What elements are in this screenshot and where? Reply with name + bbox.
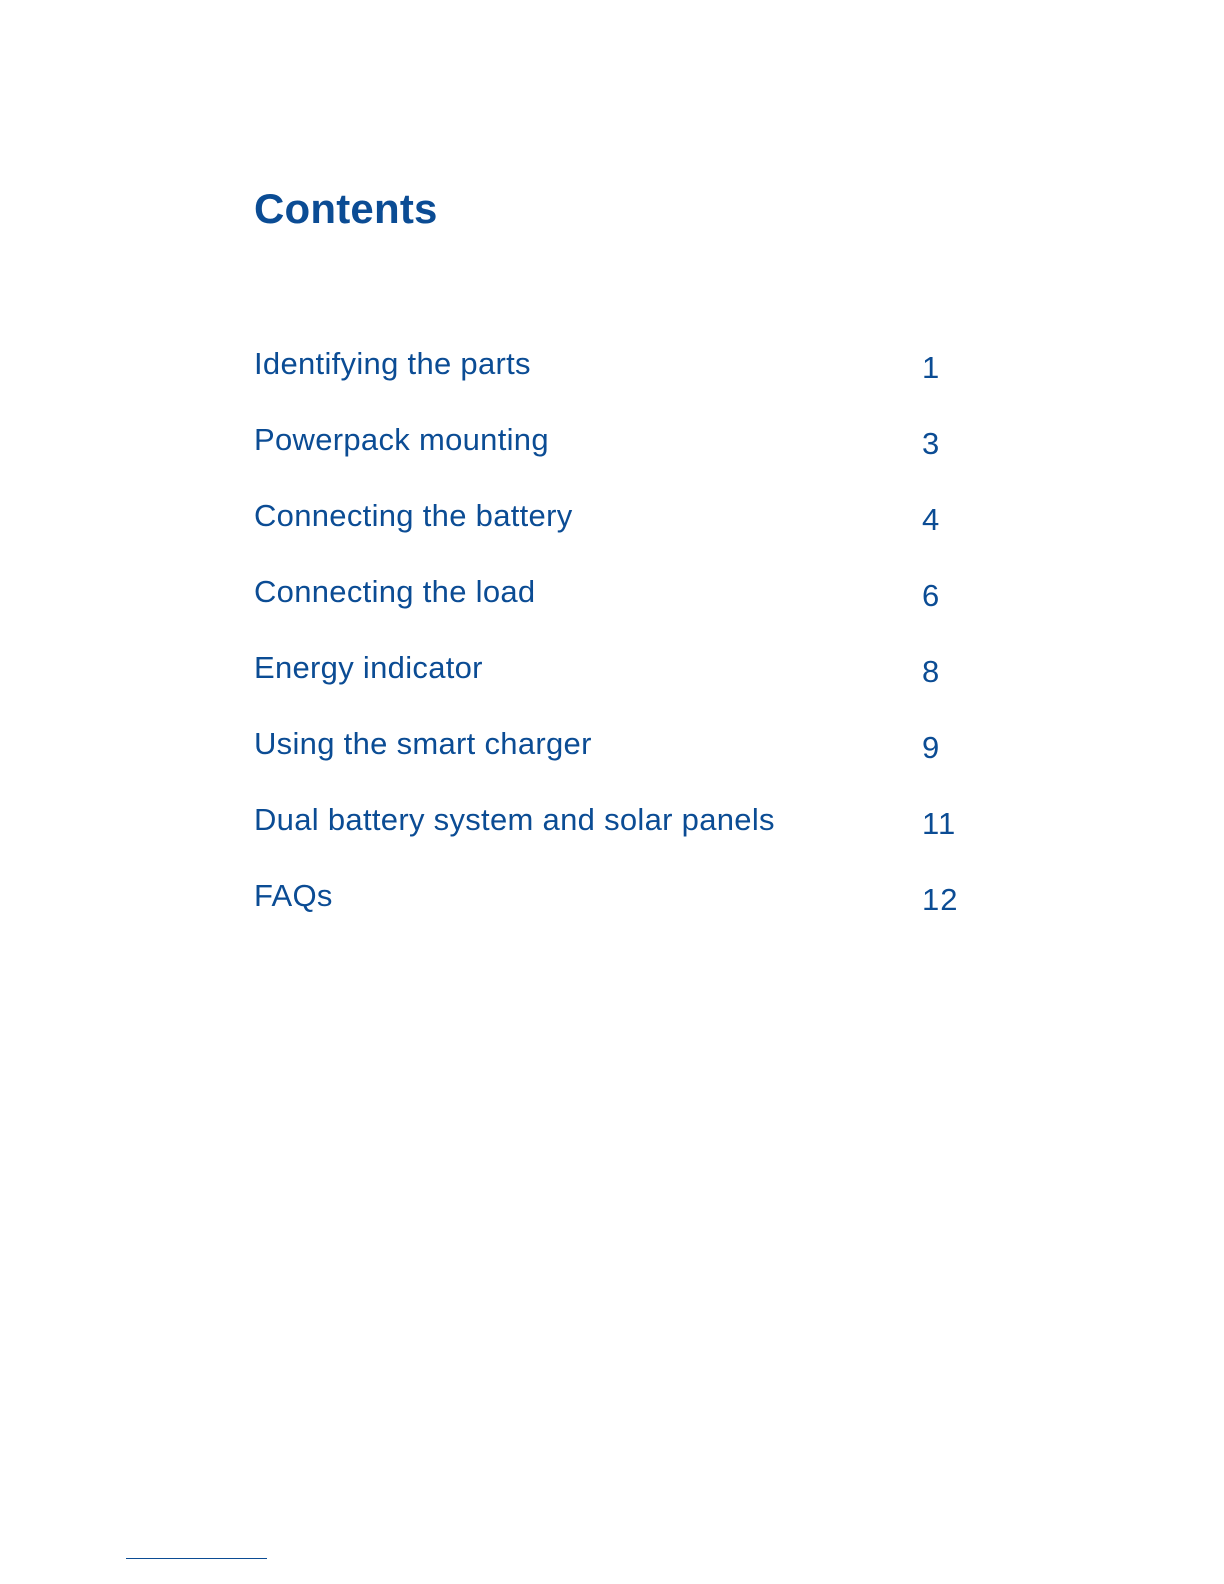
- table-of-contents: [254, 344, 974, 952]
- toc-entry-powerpack-mounting[interactable]: [254, 420, 974, 496]
- page-title: Contents: [254, 185, 438, 232]
- toc-entry-title: Powerpack mounting: [254, 422, 549, 457]
- toc-entry-title: Dual battery system and solar panels: [254, 802, 775, 837]
- toc-entry-page-number: 8: [922, 654, 941, 689]
- toc-entry-connecting-the-battery[interactable]: [254, 496, 974, 572]
- toc-entry-title: Connecting the load: [254, 574, 536, 609]
- toc-entry-title: Using the smart charger: [254, 726, 592, 761]
- toc-entry-identifying-the-parts[interactable]: [254, 344, 974, 420]
- toc-entry-page-number: 12: [922, 882, 959, 917]
- toc-entry-page-number: 6: [922, 578, 941, 613]
- toc-entry-connecting-the-load[interactable]: [254, 572, 974, 648]
- toc-entry-page-number: 4: [922, 502, 941, 537]
- toc-entry-page-number: 1: [922, 350, 941, 385]
- toc-entry-using-the-smart-charger[interactable]: [254, 724, 974, 800]
- toc-entry-page-number: 11: [922, 806, 957, 841]
- toc-entry-title: FAQs: [254, 878, 333, 913]
- toc-entry-title: Connecting the battery: [254, 498, 573, 533]
- toc-entry-page-number: 9: [922, 730, 941, 765]
- toc-entry-title: Identifying the parts: [254, 346, 531, 381]
- footer-rule: [126, 1558, 267, 1559]
- toc-entry-title: Energy indicator: [254, 650, 483, 685]
- toc-entry-dual-battery-system[interactable]: [254, 800, 974, 876]
- toc-entry-energy-indicator[interactable]: [254, 648, 974, 724]
- toc-entry-faqs[interactable]: [254, 876, 974, 952]
- toc-entry-page-number: 3: [922, 426, 941, 461]
